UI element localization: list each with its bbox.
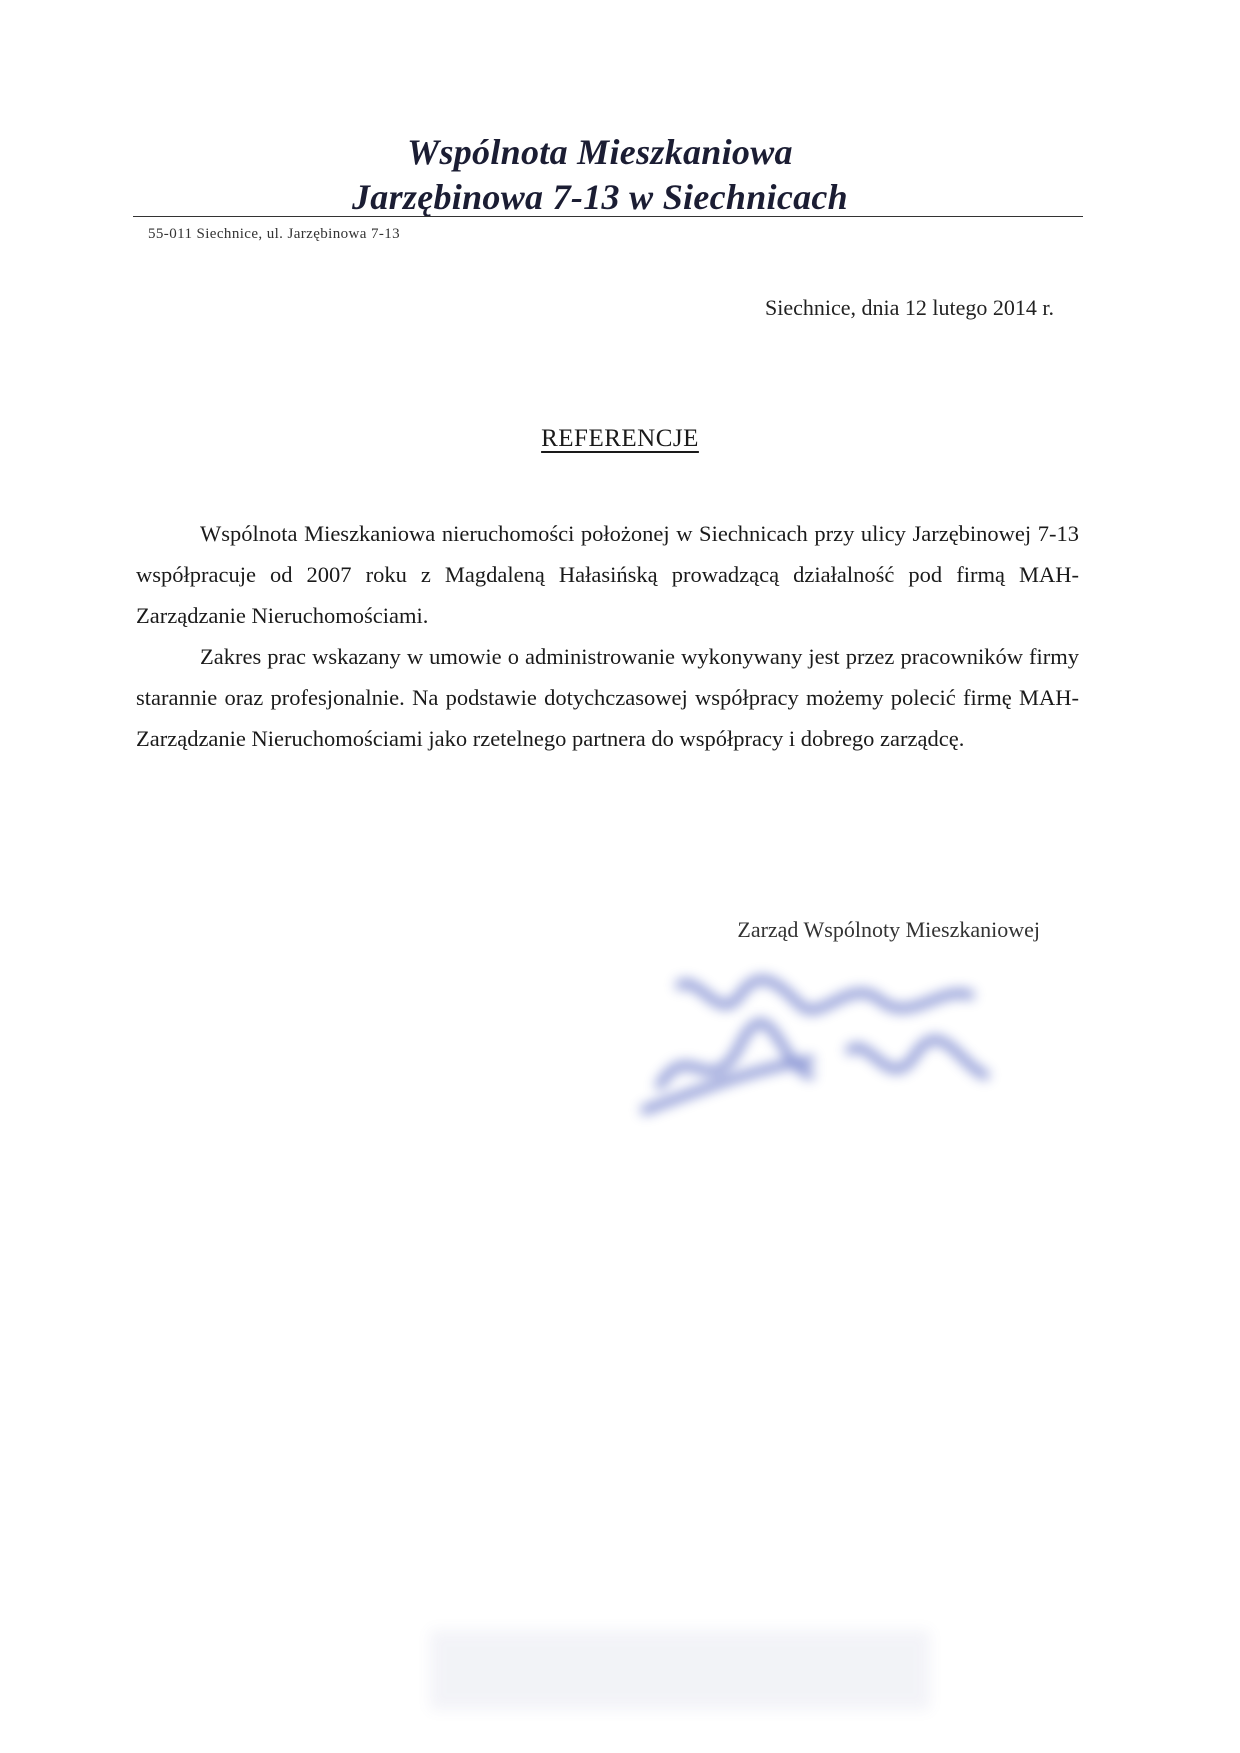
body-paragraph: Wspólnota Mieszkaniowa nieruchomości położonej w Siechnicach przy ulicy Jarzębinowej 7-13 współpracuje od 2007 roku z Magdaleną Hałasińską prowadzącą działalność pod firmą MAH-Zarządzanie Nieruchomościami. <box>136 521 1079 628</box>
letter-date: Siechnice, dnia 12 lutego 2014 r. <box>765 295 1054 320</box>
letterhead-name: Wspólnota Mieszkaniowa <box>407 132 793 172</box>
closing-signatory: Zarząd Wspólnoty Mieszkaniowej <box>737 917 1040 942</box>
blurred-signature <box>640 955 1020 1125</box>
faint-stamp <box>420 1620 940 1720</box>
document-title <box>0 425 1240 453</box>
letterhead-address-line: Jarzębinowa 7-13 w Siechnicach <box>351 177 849 217</box>
signature-stroke <box>850 1040 985 1075</box>
letter-body <box>136 513 1079 759</box>
letterhead-divider <box>133 216 1083 217</box>
postal-address: 55-011 Siechnice, ul. Jarzębinowa 7-13 <box>148 226 401 242</box>
document-title-text: REFERENCJE <box>541 425 699 452</box>
body-paragraph: Zakres prac wskazany w umowie o administrowanie wykonywany jest przez pracowników firmy starannie oraz profesjonalnie. Na podstawie dotychczasowej współpracy możemy polecić firmę MAH-Zarządzanie Nieruchomościami jako rzetelnego partnera do współpracy i dobrego zarządcę. <box>136 644 1079 751</box>
signature-stroke <box>680 980 970 1010</box>
